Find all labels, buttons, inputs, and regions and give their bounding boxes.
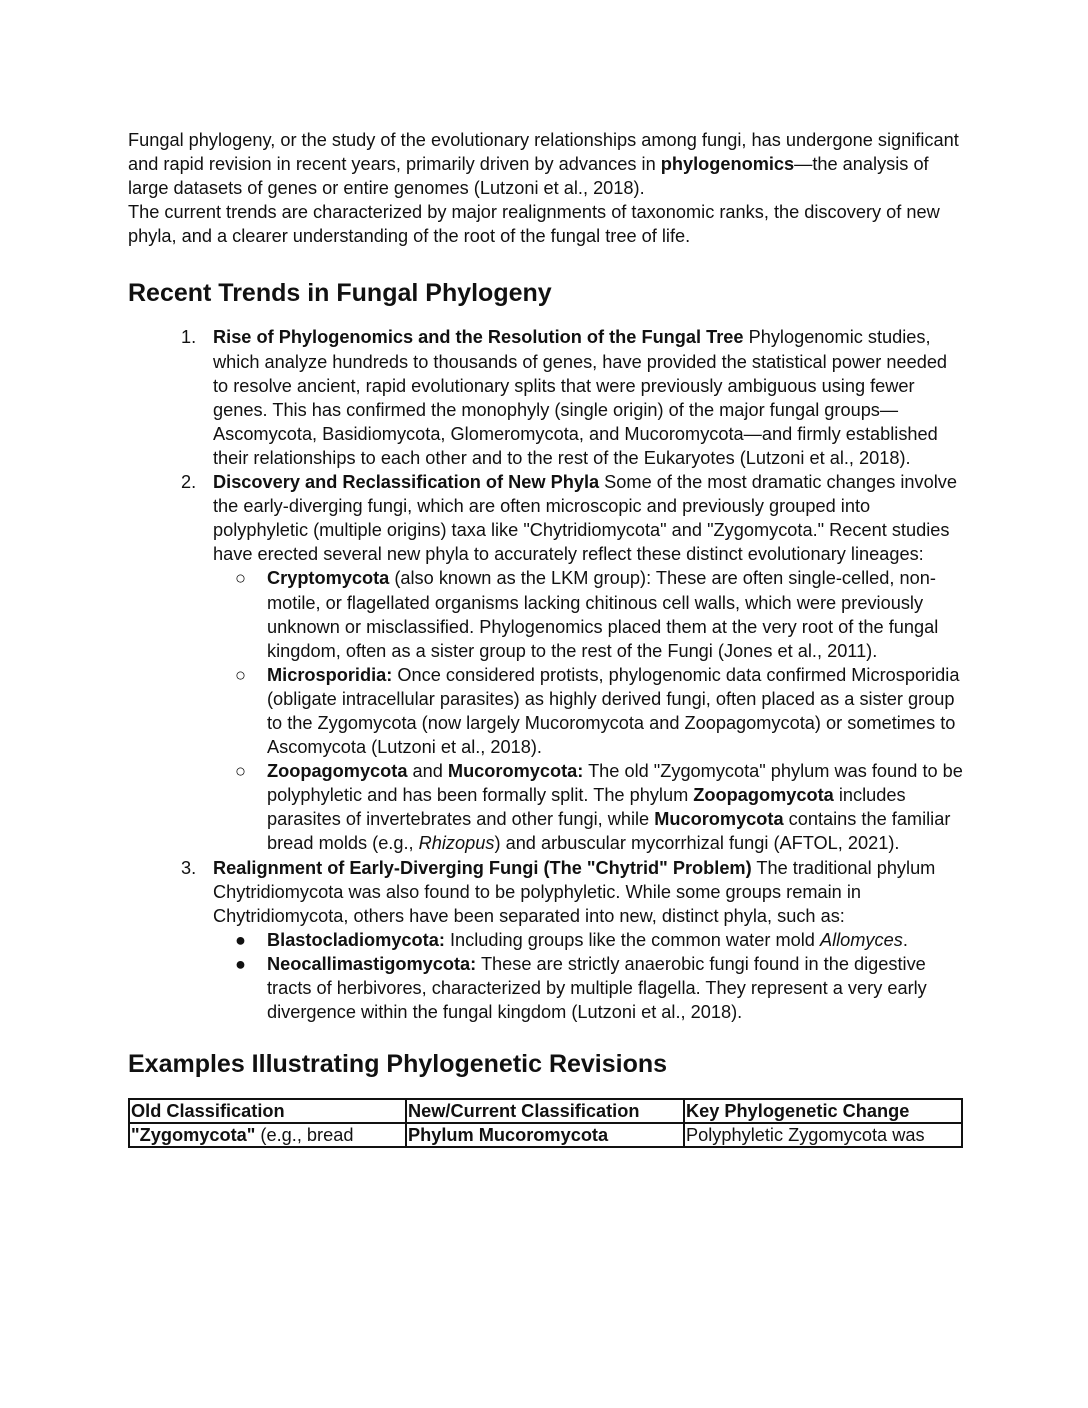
table-cell: Polyphyletic Zygomycota was — [684, 1123, 962, 1147]
sublist-item-cryptomycota: ○ Cryptomycota (also known as the LKM group): These are often single-celled, non-motile, or flagellated organisms lacking chitinous cell walls, which were previously unknown or misclassified. Phylogenomics placed them at the very root of the fungal kingdom, often as a sister group to the rest of the Fungi (Jones et al., 2011). — [235, 568, 939, 661]
list-item-1: 1. Rise of Phylogenomics and the Resolution of the Fungal Tree Phylogenomic studies, which analyze hundreds to thousands of genes, have provided the statistical power needed to resolve ancient, rapid evolutionary splits that were previously ambiguous using fewer genes. This has confirmed the monophyly (single origin) of the major fungal groups—Ascomycota, Basidiomycota, Glomeromycota, and Mucoromycota—and firmly established their relationships to each other and to the rest of the Eukaryotes (Lutzoni et al., 2018). — [181, 327, 948, 468]
table-cell: Phylum Mucoromycota — [406, 1123, 684, 1147]
hollow-bullet-icon: ○ — [235, 664, 246, 685]
new-phyla-sublist — [213, 566, 964, 855]
chytrid-sublist — [213, 928, 964, 1024]
hollow-bullet-icon: ○ — [235, 761, 246, 782]
column-header: Old Classification — [129, 1099, 406, 1123]
table-row — [129, 1123, 962, 1147]
list-number: 1. — [181, 327, 197, 348]
table-cell: "Zygomycota" (e.g., bread — [129, 1123, 406, 1147]
intro-paragraph-1: Fungal phylogeny, or the study of the evolutionary relationships among fungi, has undergone significant and rapid revision in recent years, primarily driven by advances in phylogenomics—the analysis of large datasets of genes or entire genomes (Lutzoni et al., 2018). — [128, 130, 959, 199]
revisions-table — [128, 1098, 963, 1148]
filled-bullet-icon: ● — [235, 929, 246, 950]
document-page — [128, 128, 964, 1148]
sublist-item-neocallimastigomycota: ● Neocallimastigomycota: These are strictly anaerobic fungi found in the digestive tracts of herbivores, characterized by multiple flagella. They represent a very early divergence within the fungal kingdom (Lutzoni et al., 2018). — [235, 953, 927, 1023]
phylogenomics-term: phylogenomics — [660, 154, 795, 175]
item-title: Rise of Phylogenomics and the Resolution of the Fungal Tree — [213, 327, 744, 348]
column-header: Key Phylogenetic Change — [684, 1099, 962, 1123]
list-number: 3. — [181, 857, 197, 878]
section-heading-examples: Examples Illustrating Phylogenetic Revisions — [128, 1050, 668, 1079]
intro-paragraph-2: The current trends are characterized by major realignments of taxonomic ranks, the discovery of new phyla, and a clearer understanding of the root of the fungal tree of life. — [128, 202, 940, 247]
list-item-3: 3. Realignment of Early-Diverging Fungi (The "Chytrid" Problem) The traditional phylum Chytridiomycota was also found to be polyphyletic. While some groups remain in Chytridiomycota, others have been separated into new, distinct phyla, such as: ● Blastocladiomycota: Including groups like the common water mold Allomyces. ● Neocallimastigomycota: These are strictly anaerobic fungi found in the digestive tracts of herbivores, characterized by multiple flagella. They represent a very early divergence within the fungal kingdom (Lutzoni et al., 2018). — [128, 856, 964, 1025]
sublist-item-microsporidia: ○ Microsporidia: Once considered protists, phylogenomic data confirmed Microsporidia (obligate intracellular parasites) as highly derived fungi, often placed as a sister group to the Zygomycota (now largely Mucoromycota and Zoopagomycota) or sometimes to Ascomycota (Lutzoni et al., 2018). — [235, 664, 960, 758]
sublist-item-zoopagomycota-mucoromycota: ○ Zoopagomycota and Mucoromycota: The old "Zygomycota" phylum was found to be polyphyletic and has been formally split. The phylum Zoopagomycota includes parasites of invertebrates and other fungi, while Mucoromycota contains the familiar bread molds (e.g., Rhizopus) and arbuscular mycorrhizal fungi (AFTOL, 2021). — [235, 761, 963, 854]
sublist-item-blastocladiomycota: ● Blastocladiomycota: Including groups like the common water mold Allomyces. — [213, 928, 964, 952]
list-item-2: 2. Discovery and Reclassification of New Phyla Some of the most dramatic changes involve the early-diverging fungi, which are often microscopic and previously grouped into polyphyletic (multiple origins) taxa like "Chytridiomycota" and "Zygomycota." Recent studies have erected several new phyla to accurately reflect these distinct evolutionary lineages: ○ Cryptomycota (also known as the LKM group): These are often single-celled, non-motile, or flagellated organisms lacking chitinous cell walls, which were previously unknown or misclassified. Phylogenomics placed them at the very root of the fungal kingdom, often as a sister group to the rest of the Fungi (Jones et al., 2011). ○ Microsporidia: Once considered protists, phylogenomic data confirmed Microsporidia (obligate intracellular parasites) as highly derived fungi, often placed as a sister group to the Zygomycota (now largely Mucoromycota and Zoopagomycota) or sometimes to Ascomycota (Lutzoni et al., 2018). ○ Zoopagomycota and Mucoromycota: The old "Zygomycota" phylum was found to be polyphyletic and has been formally split. The phylum Zoopagomycota includes parasites of invertebrates and other fungi, while Mucoromycota contains the familiar bread molds (e.g., Rhizopus) and arbuscular mycorrhizal fungi (AFTOL, 2021). — [128, 470, 964, 856]
hollow-bullet-icon: ○ — [235, 568, 246, 589]
column-header: New/Current Classification — [406, 1099, 684, 1123]
section-heading-recent-trends: Recent Trends in Fungal Phylogeny — [128, 279, 552, 308]
filled-bullet-icon: ● — [235, 953, 246, 974]
item-title: Realignment of Early-Diverging Fungi (The "Chytrid" Problem) — [213, 857, 752, 878]
item-title: Discovery and Reclassification of New Phyla — [213, 472, 600, 493]
list-number: 2. — [181, 472, 197, 493]
table-header-row — [129, 1099, 962, 1123]
trends-list — [128, 325, 964, 1024]
